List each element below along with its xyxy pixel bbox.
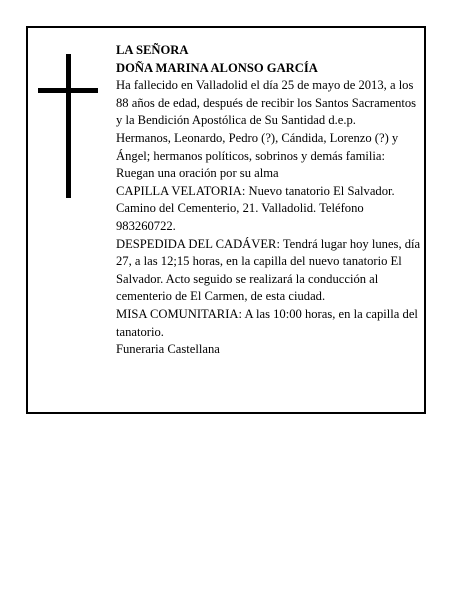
prayer-request: Ruegan una oración por su alma: [116, 166, 279, 181]
latin-cross-icon: [38, 54, 98, 198]
funeral-home: Funeraria Castellana: [116, 342, 220, 357]
farewell-info: DESPEDIDA DEL CADÁVER: Tendrá lugar hoy lunes, día 27, a las 12;15 horas, en la capilla del nuevo tanatorio El Salvador. Acto seguido se realizará la conducción al cementerio de El Carmen, de esta ciudad.: [116, 236, 421, 304]
notice-text: [116, 42, 424, 359]
death-announcement: Ha fallecido en Valladolid el día 25 de mayo de 2013, a los 88 años de edad, después de recibir los Santos Sacramentos y la Bendición Apostólica de Su Santidad d.e.p.: [116, 78, 417, 128]
mass-info: MISA COMUNITARIA: A las 10:00 horas, en la capilla del tanatorio.: [116, 306, 418, 339]
obituary-notice: [26, 26, 426, 414]
title-line-1: LA SEÑORA: [116, 43, 189, 57]
family-list: Hermanos, Leonardo, Pedro (?), Cándida, Lorenzo (?) y Ángel; hermanos políticos, sobrinos y demás familia:: [116, 130, 399, 163]
deceased-name: DOÑA MARINA ALONSO GARCÍA: [116, 60, 318, 75]
cross-vertical-bar: [66, 54, 71, 198]
chapel-info: CAPILLA VELATORIA: Nuevo tanatorio El Salvador. Camino del Cementerio, 21. Valladolid. Teléfono 983260722.: [116, 183, 395, 233]
cross-horizontal-bar: [38, 88, 98, 93]
